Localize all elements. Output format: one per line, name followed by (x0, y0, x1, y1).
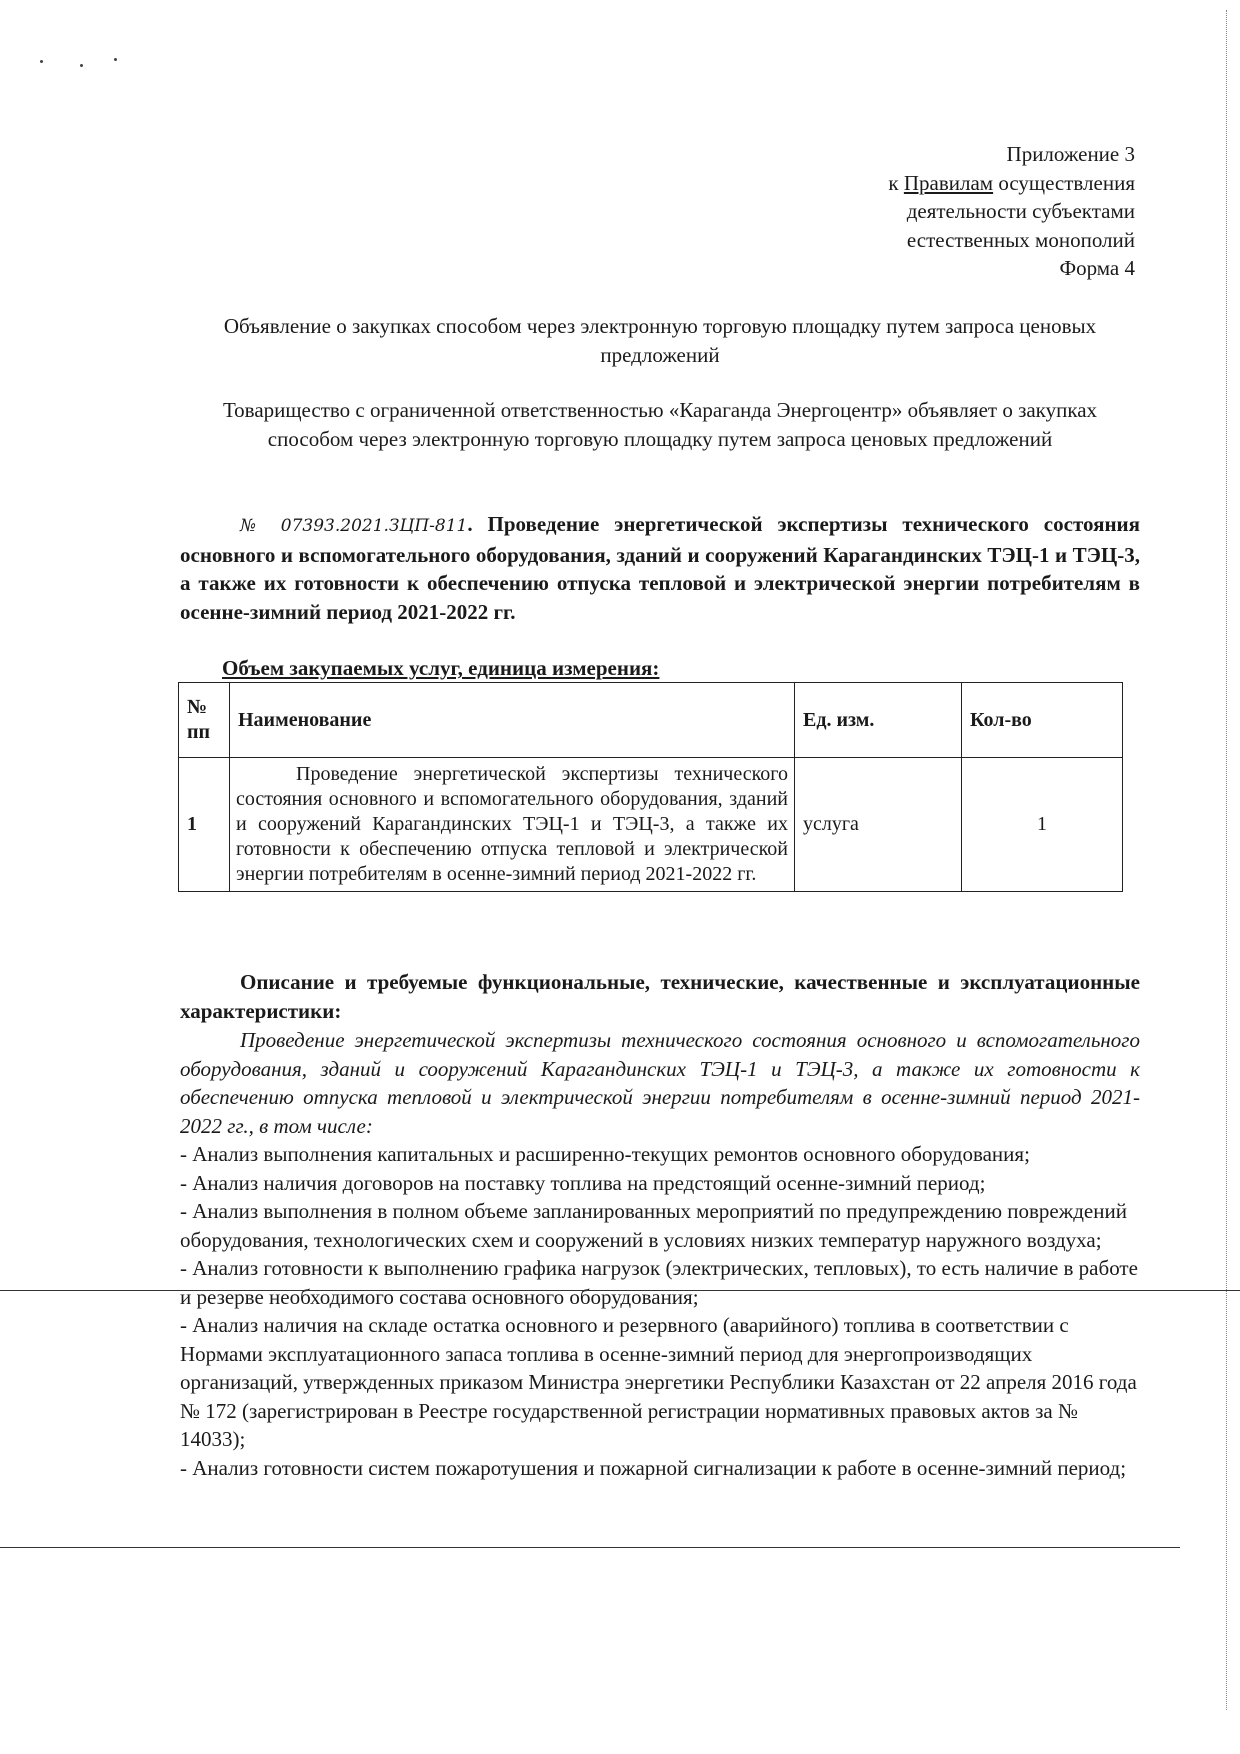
organization-announcement: Товарищество с ограниченной ответственностью «Караганда Энергоцентр» объявляет о закупках способом через электронную торговую площадку путем запроса ценовых предложений (222, 398, 1098, 451)
appendix-rules-prefix: к (888, 170, 904, 195)
appendix-rules-suffix: осуществления (993, 170, 1135, 195)
list-item: - Анализ выполнения в полном объеме запланированных мероприятий по предупреждению повреждений оборудования, технологических схем и сооружений в условиях низких температур наружного воздуха; (180, 1199, 1127, 1252)
row-num: 1 (179, 758, 230, 892)
list-item: - Анализ выполнения капитальных и расширенно-текущих ремонтов основного оборудования; (180, 1142, 1030, 1166)
row-qty: 1 (962, 758, 1123, 892)
appendix-line3: деятельности субъектами (906, 199, 1135, 223)
row-name: Проведение энергетической экспертизы технического состояния основного и вспомогательного оборудования, зданий и сооружений Карагандинских ТЭЦ-1 и ТЭЦ-3, а также их готовности к обеспечению отпуска тепловой и электрической энергии потребителям в осенне-зимний период 2021-2022 гг. (230, 758, 795, 892)
scan-speck (114, 58, 117, 61)
header-name: Наименование (230, 683, 795, 758)
scan-line (0, 1290, 1240, 1291)
list-item: - Анализ наличия договоров на поставку топлива на предстоящий осенне-зимний период; (180, 1170, 986, 1195)
table-header-row (179, 683, 1123, 758)
handwritten-lot-number: № 07393.2021.ЗЦП-811 (240, 516, 468, 536)
services-table (178, 682, 1123, 892)
table-row (179, 758, 1123, 892)
header-num: № пп (179, 683, 230, 758)
scan-speck (80, 64, 83, 67)
scan-line (0, 1547, 1180, 1548)
volume-heading: Объем закупаемых услуг, единица измерения: (222, 656, 660, 680)
description-intro: Проведение энергетической экспертизы технического состояния основного и вспомогательного оборудования, зданий и сооружений Карагандинских ТЭЦ-1 и ТЭЦ-3, а также их готовности к обеспечению отпуска тепловой и электрической энергии потребителям в осенне-зимний период 2021-2022 гг., в том числе: (180, 1028, 1140, 1138)
description-heading: Описание и требуемые функциональные, технические, качественные и эксплуатационные характеристики: (180, 970, 1140, 1023)
requirements-list (180, 1140, 1140, 1482)
scan-speck (40, 60, 43, 63)
list-item: - Анализ готовности к выполнению графика нагрузок (электрических, тепловых), то есть наличие в работе и резерве необходимого состава основного оборудования; (180, 1256, 1138, 1309)
form-number: Форма 4 (1059, 256, 1135, 280)
procurement-subject (180, 510, 1140, 626)
row-unit: услуга (795, 758, 962, 892)
header-unit: Ед. изм. (795, 683, 962, 758)
rules-link[interactable]: Правилам (903, 170, 994, 195)
appendix-header (715, 140, 1135, 283)
appendix-number: Приложение 3 (1006, 142, 1135, 166)
appendix-rules-line (715, 169, 1135, 198)
scan-edge (1226, 10, 1227, 1710)
list-item: - Анализ готовности систем пожаротушения и пожарной сигнализации к работе в осенне-зимний период; (180, 1455, 1127, 1480)
document-title: Объявление о закупках способом через электронную торговую площадку путем запроса ценовых предложений (223, 314, 1097, 367)
appendix-line4: естественных монополий (906, 227, 1135, 252)
header-qty: Кол-во (962, 683, 1123, 758)
procurement-subject-text: . Проведение энергетической экспертизы технического состояния основного и вспомогательного оборудования, зданий и сооружений Карагандинских ТЭЦ-1 и ТЭЦ-3, а также их готовности к обеспечению отпуска тепловой и электрической энергии потребителям в осенне-зимний период 2021-2022 гг. (180, 512, 1141, 624)
list-item: - Анализ наличия на складе остатка основного и резервного (аварийного) топлива в соответствии с Нормами эксплуатационного запаса топлива в осенне-зимний период для энергопроизводящих организаций, утвержденных приказом Министра энергетики Республики Казахстан от 22 апреля 2016 года № 172 (зарегистрирован в Реестре государственной регистрации нормативных правовых актов за № 14033); (180, 1313, 1137, 1451)
